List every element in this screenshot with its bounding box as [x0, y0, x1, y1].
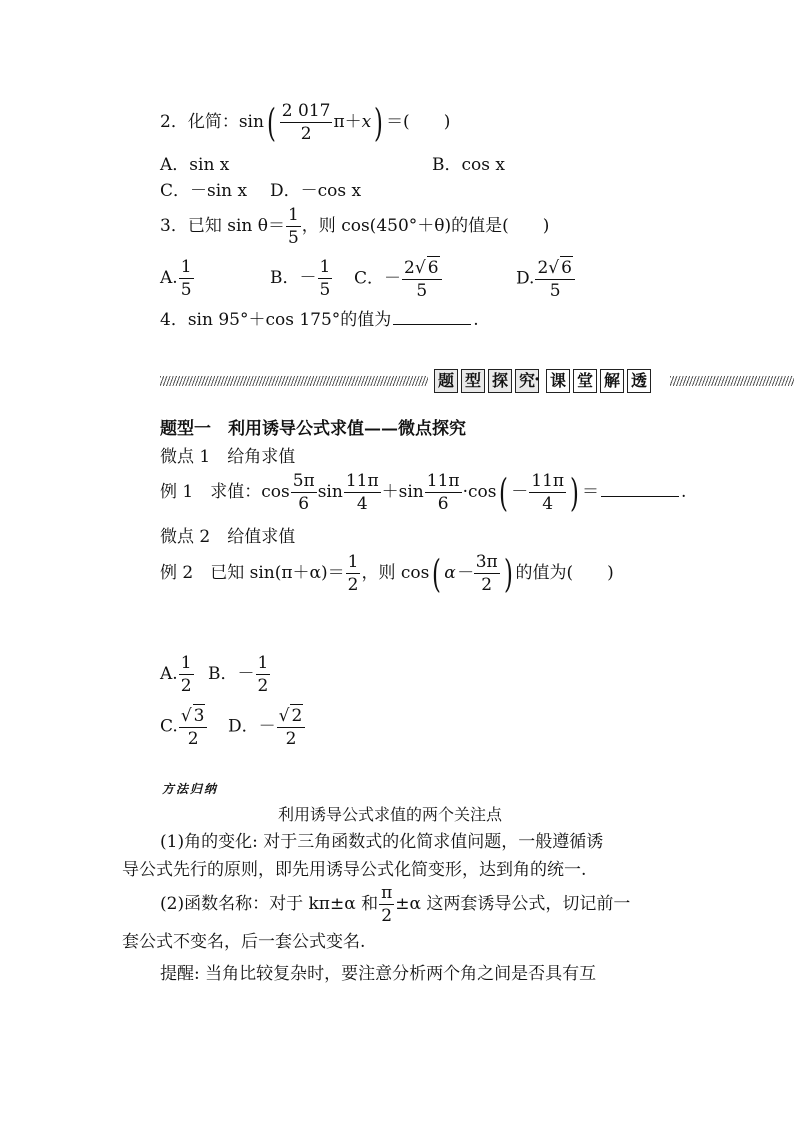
method-tag: 方法归纳	[162, 782, 219, 796]
q3-option-a: A. $\frac{1}{5}$	[160, 257, 192, 300]
question-2: 2．化简：sin( $\frac{2 017}{2}$ π＋x) ＝( )	[160, 100, 451, 145]
banner-tag-left: 题 型 探 究	[434, 369, 539, 393]
fraction: $\frac{1}{5}$	[287, 205, 299, 248]
method-reminder: 提醒: 当角比较复杂时，要注意分析两个角之间是否具有互	[160, 964, 597, 984]
q3-option-c: C．－ $\frac{2√ 6}{5}$	[354, 256, 443, 302]
type-1-title: 题型一 利用诱导公式求值——微点探究	[160, 419, 466, 439]
answer-blank	[601, 480, 679, 497]
ex2-option-b: B．－ $\frac{1}{2}$	[208, 653, 269, 696]
fraction: $\frac{2 017}{2}$	[281, 101, 331, 144]
banner-tag-right: 课 堂 解 透	[546, 369, 651, 393]
ex2-option-d: D．－ $\frac{√ 2}{2}$	[228, 704, 306, 750]
example-1: 例 1 求值：cos $\frac{5\pi}{6}$ sin $\frac{11\pi}{4}$ ＋sin $\frac{11\pi}{6}$ ·cos( － $\frac{11\pi}{4}$ ) ＝ .	[160, 470, 687, 515]
example-2: 例 2 已知 sin(π＋α)＝ $\frac{1}{2}$ ，则 cos( α－ $\frac{3\pi}{2}$ ) 的值为( )	[160, 551, 614, 596]
method-paragraph-1b: 导公式先行的原则，即先用诱导公式化简变形，达到角的统一.	[122, 860, 587, 880]
micro-point-2: 微点 2 给值求值	[160, 527, 296, 547]
micro-point-1: 微点 1 给角求值	[160, 447, 296, 467]
ex2-option-c: C. $\frac{√ 3}{2}$	[160, 704, 208, 750]
method-paragraph-1a: (1)角的变化: 对于三角函数式的化简求值问题，一般遵循诱	[160, 832, 604, 852]
q2-option-a: A．sin x	[160, 155, 230, 175]
method-paragraph-2b: 套公式不变名，后一套公式变名.	[122, 932, 366, 952]
q2-option-d: D．－cos x	[270, 181, 362, 201]
q3-option-d: D. $\frac{2√ 6}{5}$	[516, 256, 576, 302]
q3-option-b: B．－ $\frac{1}{5}$	[270, 257, 331, 300]
section-banner: 题 型 探 究 · 课 堂 解 透	[160, 366, 794, 396]
method-heading: 利用诱导公式求值的两个关注点	[278, 805, 503, 824]
method-paragraph-2a: (2)函数名称：对于 kπ±α 和 $\frac{\pi}{2}$ ±α 这两套诱导公式，切记前一	[160, 883, 631, 926]
q2-option-b: B．cos x	[432, 155, 505, 175]
ex2-option-a: A. $\frac{1}{2}$	[160, 653, 192, 696]
question-4: 4．sin 95°＋cos 175°的值为 .	[160, 310, 479, 330]
answer-blank	[393, 308, 471, 325]
question-3: 3．已知 sin θ＝ $\frac{1}{5}$ ，则 cos(450°＋θ)的值是( )	[160, 205, 550, 248]
q2-option-c: C．－sin x	[160, 181, 248, 201]
